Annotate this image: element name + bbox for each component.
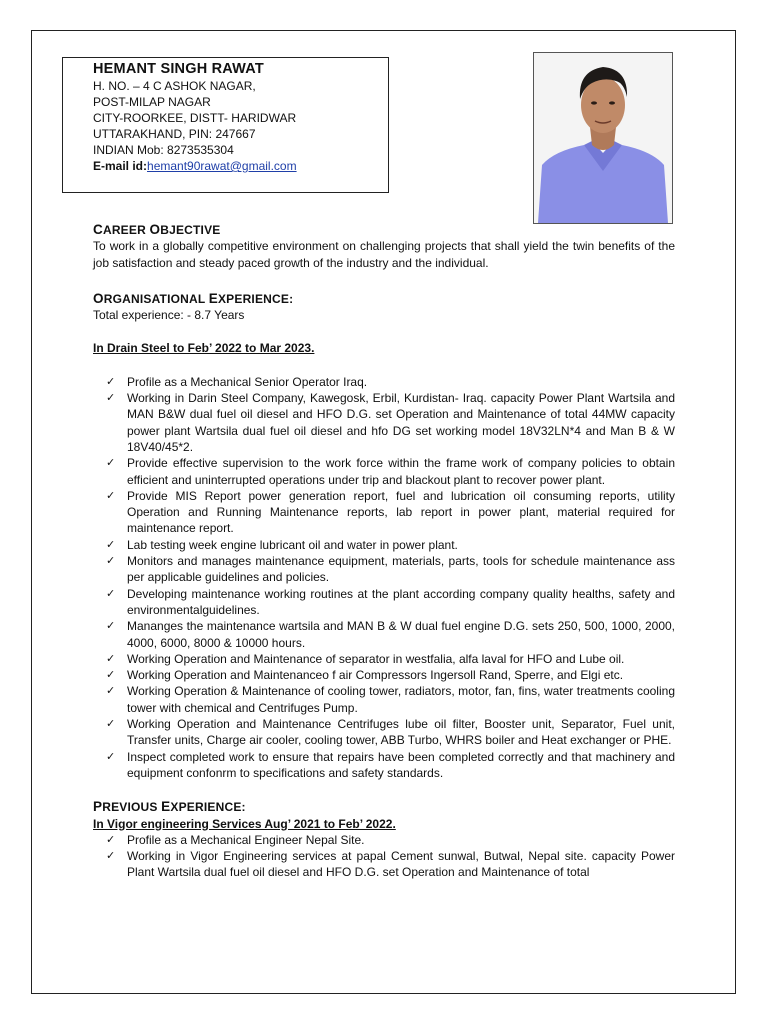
address-line: UTTARAKHAND, PIN: 247667	[93, 127, 256, 141]
address-line: POST-MILAP NAGAR	[93, 95, 211, 109]
email-label: E-mail id:	[93, 159, 148, 173]
email-link[interactable]: hemant90rawat@gmail.com	[147, 159, 297, 173]
list-item: ✓ Profile as a Mechanical Senior Operator Iraq.	[127, 374, 675, 390]
list-item: ✓ Profile as a Mechanical Engineer Nepal Site.	[127, 832, 675, 848]
list-item: ✓ Monitors and manages maintenance equipment, materials, parts, tools for schedule maintenance ass per applicable guidelines and policies.	[127, 553, 675, 586]
list-item: ✓ Lab testing week engine lubricant oil and water in power plant.	[127, 537, 675, 553]
prev-experience-list	[93, 832, 675, 881]
resume-body	[93, 222, 675, 881]
organisational-experience-heading: ORGANISATIONAL EXPERIENCE:	[93, 290, 294, 306]
list-item: ✓ Mananges the maintenance wartsila and MAN B & W dual fuel engine D.G. sets 250, 500, 1000, 2000, 4000, 6000, 8000 & 10000 hours.	[127, 618, 675, 651]
list-item: ✓ Working Operation and Maintenance Centrifuges lube oil filter, Booster unit, Separator, Fuel unit, Transfer units, Charge air cooler, cooling tower, ABB Turbo, WHRS boiler and Heat exchanger or PHE.	[127, 716, 675, 749]
list-item: ✓ Working Operation and Maintenanceo f air Compressors Ingersoll Rand, Sperre, and Elgi etc.	[127, 667, 675, 683]
profile-photo	[533, 52, 673, 224]
address-line: H. NO. – 4 C ASHOK NAGAR,	[93, 79, 256, 93]
list-item: ✓ Working Operation & Maintenance of cooling tower, radiators, motor, fan, fins, water treatments cooling tower with chemical and Centrifuges Pump.	[127, 683, 675, 716]
email-line	[93, 158, 388, 174]
career-objective-text: To work in a globally competitive environment on challenging projects that shall yield the twin benefits of the job satisfaction and steady paced growth of the industry and the individual.	[93, 239, 675, 270]
person-photo-icon	[534, 53, 672, 223]
list-item: ✓ Provide MIS Report power generation report, fuel and lubrication oil consuming reports, utility Operation and Running Maintenance reports, lab report in power plant, material required for maintenance report.	[127, 488, 675, 537]
address-line: CITY-ROORKEE, DISTT- HARIDWAR	[93, 111, 297, 125]
job-title: In Drain Steel to Feb’ 2022 to Mar 2023.	[93, 341, 315, 356]
org-experience-list	[93, 374, 675, 781]
list-item: ✓ Provide effective supervision to the work force within the frame work of company policies to obtain efficient and uninterrupted operations under trip and blackout plant to recover power plant.	[127, 455, 675, 488]
list-item: ✓ Working in Vigor Engineering services at papal Cement sunwal, Butwal, Nepal site. capacity Power Plant Wartsila dual fuel oil diesel and HFO D.G. set Operation and Maintenance of total	[127, 848, 675, 881]
contact-box	[62, 57, 389, 193]
list-item: ✓ Developing maintenance working routines at the plant according company quality healths, safety and environmentalguidelines.	[127, 586, 675, 619]
list-item: ✓ Working in Darin Steel Company, Kawegosk, Erbil, Kurdistan- Iraq. capacity Power Plant Wartsila and MAN B&W dual fuel oil diesel and HFO D.G. set Operation and Maintenance of total 44MW capacity power plant Wartsila dual fuel oil diesel and hfo DG set working model 18V32LN*4 and Man B & W 18V40/45*2.	[127, 390, 675, 455]
phone-line: INDIAN Mob: 8273535304	[93, 143, 234, 157]
job-title: In Vigor engineering Services Aug’ 2021 to Feb’ 2022.	[93, 816, 396, 831]
list-item: ✓ Working Operation and Maintenance of separator in westfalia, alfa laval for HFO and Lube oil.	[127, 651, 675, 667]
candidate-name: HEMANT SINGH RAWAT	[93, 61, 264, 77]
total-experience: Total experience: - 8.7 Years	[93, 308, 245, 323]
career-objective-heading: CAREER OBJECTIVE	[93, 222, 221, 237]
previous-experience-heading: PREVIOUS EXPERIENCE:	[93, 799, 246, 815]
list-item: ✓ Inspect completed work to ensure that repairs have been completed correctly and that machinery and equipment confonrm to specifications and safety standards.	[127, 749, 675, 782]
